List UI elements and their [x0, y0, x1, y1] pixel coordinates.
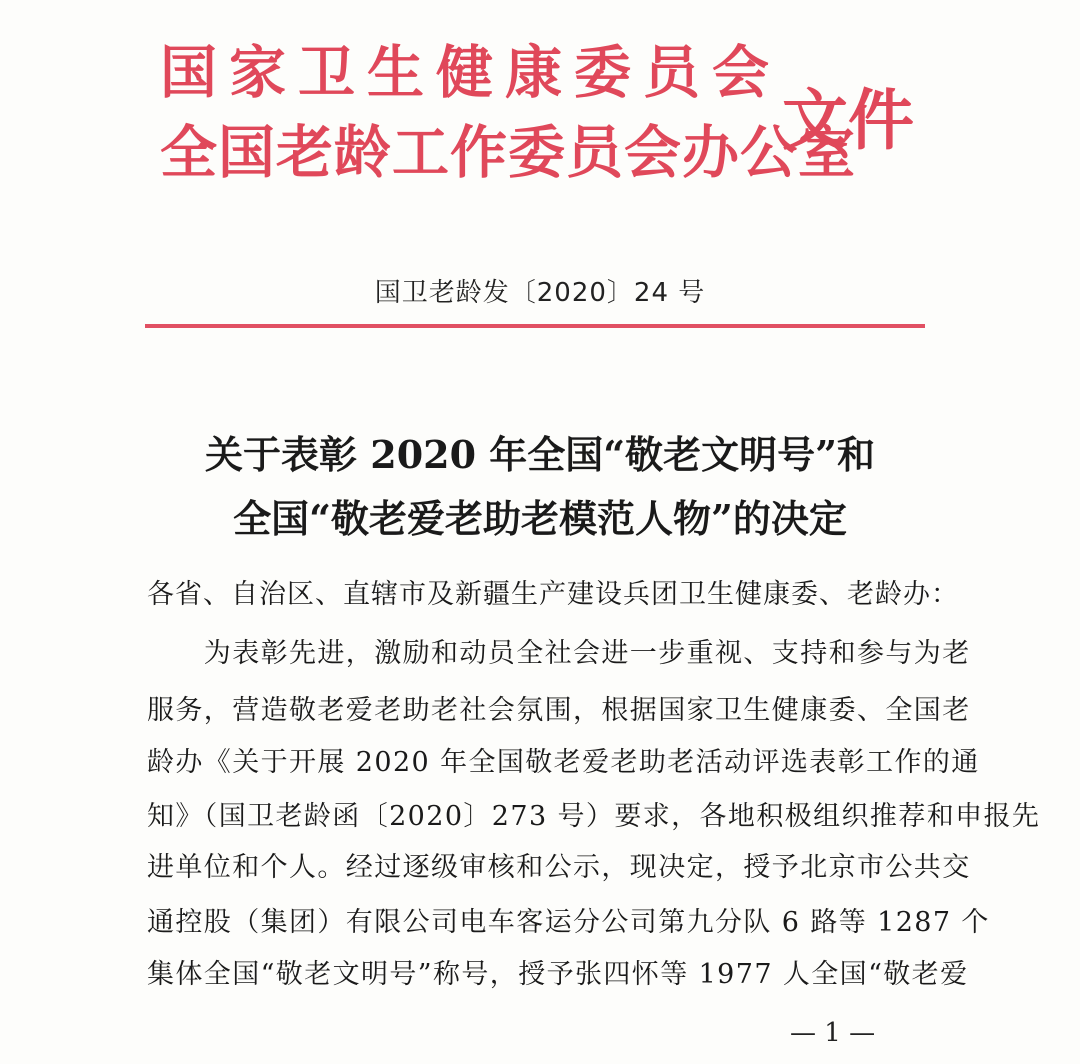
issuer-line-2: 全国老龄工作委员会办公室 — [160, 119, 856, 186]
letterhead-suffix: 文件 — [782, 81, 914, 159]
page-number: — 1 — — [790, 1018, 876, 1048]
title-line-1: 关于表彰 2020 年全国“敬老文明号”和 — [205, 432, 875, 477]
issuer-line-1: 国家卫生健康委员会 — [160, 39, 781, 106]
body-line: 进单位和个人。经过逐级审核和公示，现决定，授予北京市公共交 — [147, 852, 971, 883]
title-line-2: 全国“敬老爱老助老模范人物”的决定 — [233, 496, 847, 541]
body-line: 服务，营造敬老爱老助老社会氛围，根据国家卫生健康委、全国老 — [147, 695, 971, 726]
letterhead — [160, 38, 940, 198]
body-line: 龄办《关于开展 2020 年全国敬老爱老助老活动评选表彰工作的通 — [147, 747, 980, 778]
body-line: 集体全国“敬老文明号”称号，授予张四怀等 1977 人全国“敬老爱 — [147, 959, 969, 990]
body-line: 知》（国卫老龄函〔2020〕273 号）要求，各地积极组织推荐和申报先 — [147, 801, 1041, 832]
body-line: 为表彰先进，激励和动员全社会进一步重视、支持和参与为老 — [147, 638, 971, 669]
document-number: 国卫老龄发〔2020〕24 号 — [374, 278, 706, 308]
body-line: 通控股（集团）有限公司电车客运分公司第九分队 6 路等 1287 个 — [147, 907, 990, 938]
red-divider — [145, 324, 925, 328]
salutation: 各省、自治区、直辖市及新疆生产建设兵团卫生健康委、老龄办： — [147, 579, 959, 610]
